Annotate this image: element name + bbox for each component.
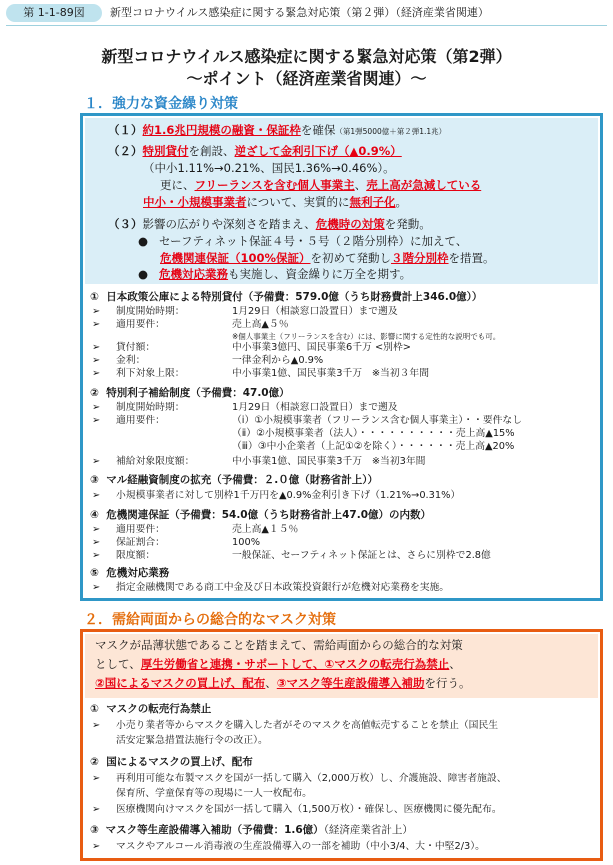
s1-item-2-row: ➢ 補給対象限度額： 中小事業1億、国民事業3千万 ※当初3年間	[92, 456, 426, 467]
summary-bullet-1: ● セーフティネット保証４号・５号（２階分別枠）に加えて、	[138, 234, 468, 248]
s2-item-1-title: ① マスクの転売行為禁止	[90, 703, 212, 715]
s1-item-1-row: ➢ 金利： 一律金利から▲0.9%	[92, 355, 324, 366]
summary-point-2-line4: 中小・小規模事業者について、実質的に無利子化。	[143, 195, 408, 209]
page-title: 新型コロナウイルス感染症に関する緊急対応策（第2弾）	[101, 47, 512, 66]
arrow-bullet-icon: ➢	[92, 306, 101, 317]
s2-item-3-title: ③ マスク等生産設備導入補助（予備費：1.6億）（経済産業省計上）	[90, 824, 413, 836]
mask-summary-line1: マスクが品薄状態であることを踏まえて、需給両面からの総合的な対策	[95, 638, 463, 652]
arrow-bullet-icon: ➢	[92, 490, 101, 501]
s1-item-4-row: ➢ 適用要件： 売上高▲１５％	[92, 524, 299, 535]
s2-item-1-row: ➢ 小売り業者等からマスクを購入した者がそのマスクを高値転売することを禁止（国民生	[92, 720, 499, 731]
s1-item-5-title: ⑤ 危機対応業務	[90, 567, 170, 579]
summary-point-1: （１）約1.6兆円規模の融資・保証枠を確保（第1弾5000億＋第２弾1.1兆）	[108, 123, 447, 137]
s1-item-2-cont: （ⅲ）③中小企業者（上記①②を除く）・・・・・・売上高▲20%	[232, 441, 515, 452]
arrow-bullet-icon: ➢	[92, 402, 101, 413]
arrow-bullet-icon: ➢	[92, 524, 101, 535]
summary-point-2-line3: 更に、フリーランスを含む個人事業主、売上高が急減している	[160, 178, 482, 192]
header-divider	[6, 25, 607, 26]
arrow-bullet-icon: ➢	[92, 720, 101, 731]
s2-item-2-cont: 保育所、学童保育等の現場に一人一枚配布。	[116, 788, 312, 799]
s1-item-4-row: ➢ 保証割合： 100%	[92, 537, 261, 548]
s1-item-3-title: ③ マル経融資制度の拡充（予備費：２.０億（財務省計上））	[90, 474, 378, 486]
s1-item-1-row: ➢ 貸付額： 中小事業3億円、国民事業6千万 <別枠>	[92, 342, 411, 353]
summary-point-3: （３）影響の広がりや深刻さを踏まえ、危機時の対策を発動。	[108, 217, 431, 231]
arrow-bullet-icon: ➢	[92, 550, 101, 561]
s2-item-1-cont: 活安定緊急措置法施行令の改正）。	[116, 735, 268, 746]
arrow-bullet-icon: ➢	[92, 456, 101, 467]
s1-item-2-title: ② 特別利子補給制度（予備費：47.0億）	[90, 387, 290, 399]
summary-bullet-2: ● 危機対応業務も実施し、資金繰りに万全を期す。	[138, 267, 412, 281]
s1-item-1-note: ※個人事業主（フリーランスを含む）には、影響に関する定性的な説明でも可。	[232, 332, 501, 341]
arrow-bullet-icon: ➢	[92, 355, 101, 366]
s1-item-3-row: ➢ 小規模事業者に対して別枠1千万円を▲0.9%金利引き下げ（1.21%→0.31%）	[92, 490, 461, 501]
arrow-bullet-icon: ➢	[92, 368, 101, 379]
s1-item-1-row: ➢ 制度開始時期： 1月29日（相談窓口設置日）まで遡及	[92, 306, 398, 317]
arrow-bullet-icon: ➢	[92, 319, 101, 330]
arrow-bullet-icon: ➢	[92, 415, 101, 426]
arrow-bullet-icon: ➢	[92, 582, 101, 593]
arrow-bullet-icon: ➢	[92, 773, 101, 784]
summary-point-2: （２）特別貸付を創設、逆ざして金利引下げ（▲0.9%）	[108, 144, 402, 158]
bullet-dot-icon: ●	[138, 234, 149, 248]
s1-item-4-row: ➢ 限度額： 一般保証、セーフティネット保証とは、さらに別枠で2.8億	[92, 550, 491, 561]
mask-summary-line3: ②国によるマスクの買上げ、配布、③マスク等生産設備導入補助を行う。	[95, 676, 471, 690]
arrow-bullet-icon: ➢	[92, 804, 101, 815]
bullet-dot-icon: ●	[138, 267, 149, 281]
arrow-bullet-icon: ➢	[92, 841, 101, 852]
summary-bullet-1-line2: 危機関連保証（100%保証）を初めて発動し３階分別枠を措置。	[160, 251, 495, 265]
s1-item-5-row: ➢ 指定金融機関である商工中金及び日本政策投資銀行が危機対応業務を実施。	[92, 582, 450, 593]
s2-item-2-row: ➢ 医療機関向けマスクを国が一括して購入（1,500万枚）・確保し、医療機関に優先配布。	[92, 804, 502, 815]
s1-item-2-row: ➢ 適用要件： （ⅰ）①小規模事業者（フリーランス含む個人事業主）・・要件なし	[92, 415, 523, 426]
s1-item-4-title: ④ 危機関連保証（予備費：54.0億（うち財務省計上47.0億）の内数）	[90, 509, 432, 521]
arrow-bullet-icon: ➢	[92, 342, 101, 353]
s1-item-1-row: ➢ 適用要件： 売上高▲５％	[92, 319, 289, 330]
s1-item-1-title: ① 日本政策公庫による特別貸付（予備費：579.0億（うち財務費計上346.0億））	[90, 291, 483, 303]
s2-item-2-title: ② 国によるマスクの買上げ、配布	[90, 756, 253, 768]
mask-summary-line2: として、厚生労働省と連携・サポートして、①マスクの転売行為禁止、	[95, 657, 461, 671]
figure-title: 新型コロナウイルス感染症に関する緊急対応策（第２弾）（経済産業省関連）	[110, 6, 489, 19]
s1-item-1-row: ➢ 利下対象上限： 中小事業1億、国民事業3千万 ※当初３年間	[92, 368, 430, 379]
arrow-bullet-icon: ➢	[92, 537, 101, 548]
s1-item-2-cont: （ⅱ）②小規模事業者（法人）・・・・・・・・・・売上高▲15%	[232, 428, 515, 439]
s2-item-3-row: ➢ マスクやアルコール消毒液の生産設備導入の一部を補助（中小3/4、大・中堅2/3）。	[92, 841, 485, 852]
summary-point-2-rates: （中小1.11%→0.21%、国民1.36%→0.46%）。	[143, 161, 395, 175]
s1-item-2-row: ➢ 制度開始時期： 1月29日（相談窓口設置日）まで遡及	[92, 402, 398, 413]
page-subtitle: ～ポイント（経済産業省関連）～	[186, 69, 427, 88]
section2-heading: ２．需給両面からの総合的なマスク対策	[84, 612, 336, 628]
section1-heading: １．強力な資金繰り対策	[84, 96, 238, 112]
figure-label: 第 1-1-89図	[6, 4, 102, 22]
s2-item-2-row: ➢ 再利用可能な布製マスクを国が一括して購入（2,000万枚）し、介護施設、障害者施設、	[92, 773, 507, 784]
